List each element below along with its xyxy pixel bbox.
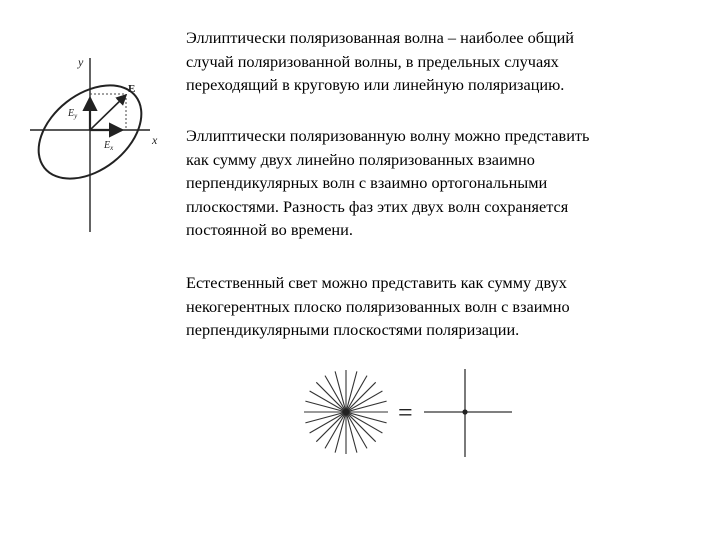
text-line: Эллиптически поляризованную волну можно представить [186, 126, 590, 145]
e-vector-label: E [128, 83, 136, 95]
axis-y-label: y [78, 55, 84, 69]
ey-label: $E_y$ [68, 108, 78, 120]
text-line: перпендикулярными плоскостями поляризации. [186, 320, 520, 339]
text-line: плоскостями. Разность фаз этих двух волн сохраняется [186, 196, 569, 216]
paragraph-natural-light [186, 271, 686, 342]
text-line: некогерентных плоско поляризованных волн с взаимно [186, 296, 570, 316]
text-line: Естественный свет можно представить как сумму двух [186, 273, 567, 292]
elliptical-polarization-diagram [28, 52, 173, 240]
polarization-ellipse [28, 66, 159, 197]
e-vector-arrow [90, 95, 126, 130]
text-line: переходящий в круговую или линейную поляризацию. [186, 75, 565, 94]
ellipse-diagram-svg [28, 52, 173, 240]
axis-x-label: x [152, 133, 158, 147]
text-line: постоянной во времени. [186, 220, 353, 239]
ex-label: $E_x$ [104, 140, 114, 152]
star-center-dot [343, 409, 349, 415]
text-line: как сумму двух линейно поляризованных взаимно [186, 149, 535, 169]
paragraph-elliptical-definition [186, 26, 686, 97]
text-line: перпендикулярных волн с взаимно ортогональными [186, 173, 548, 192]
natural-light-superposition-diagram [300, 365, 520, 465]
text-line: случай поляризованной волны, в предельных случаях [186, 51, 559, 71]
text-line: Эллиптически поляризованная волна – наиболее общий [186, 28, 575, 47]
superposition-svg [300, 365, 520, 465]
cross-center-dot [462, 409, 467, 414]
paragraph-elliptical-sum [186, 124, 686, 242]
equals-sign: = [398, 398, 413, 427]
